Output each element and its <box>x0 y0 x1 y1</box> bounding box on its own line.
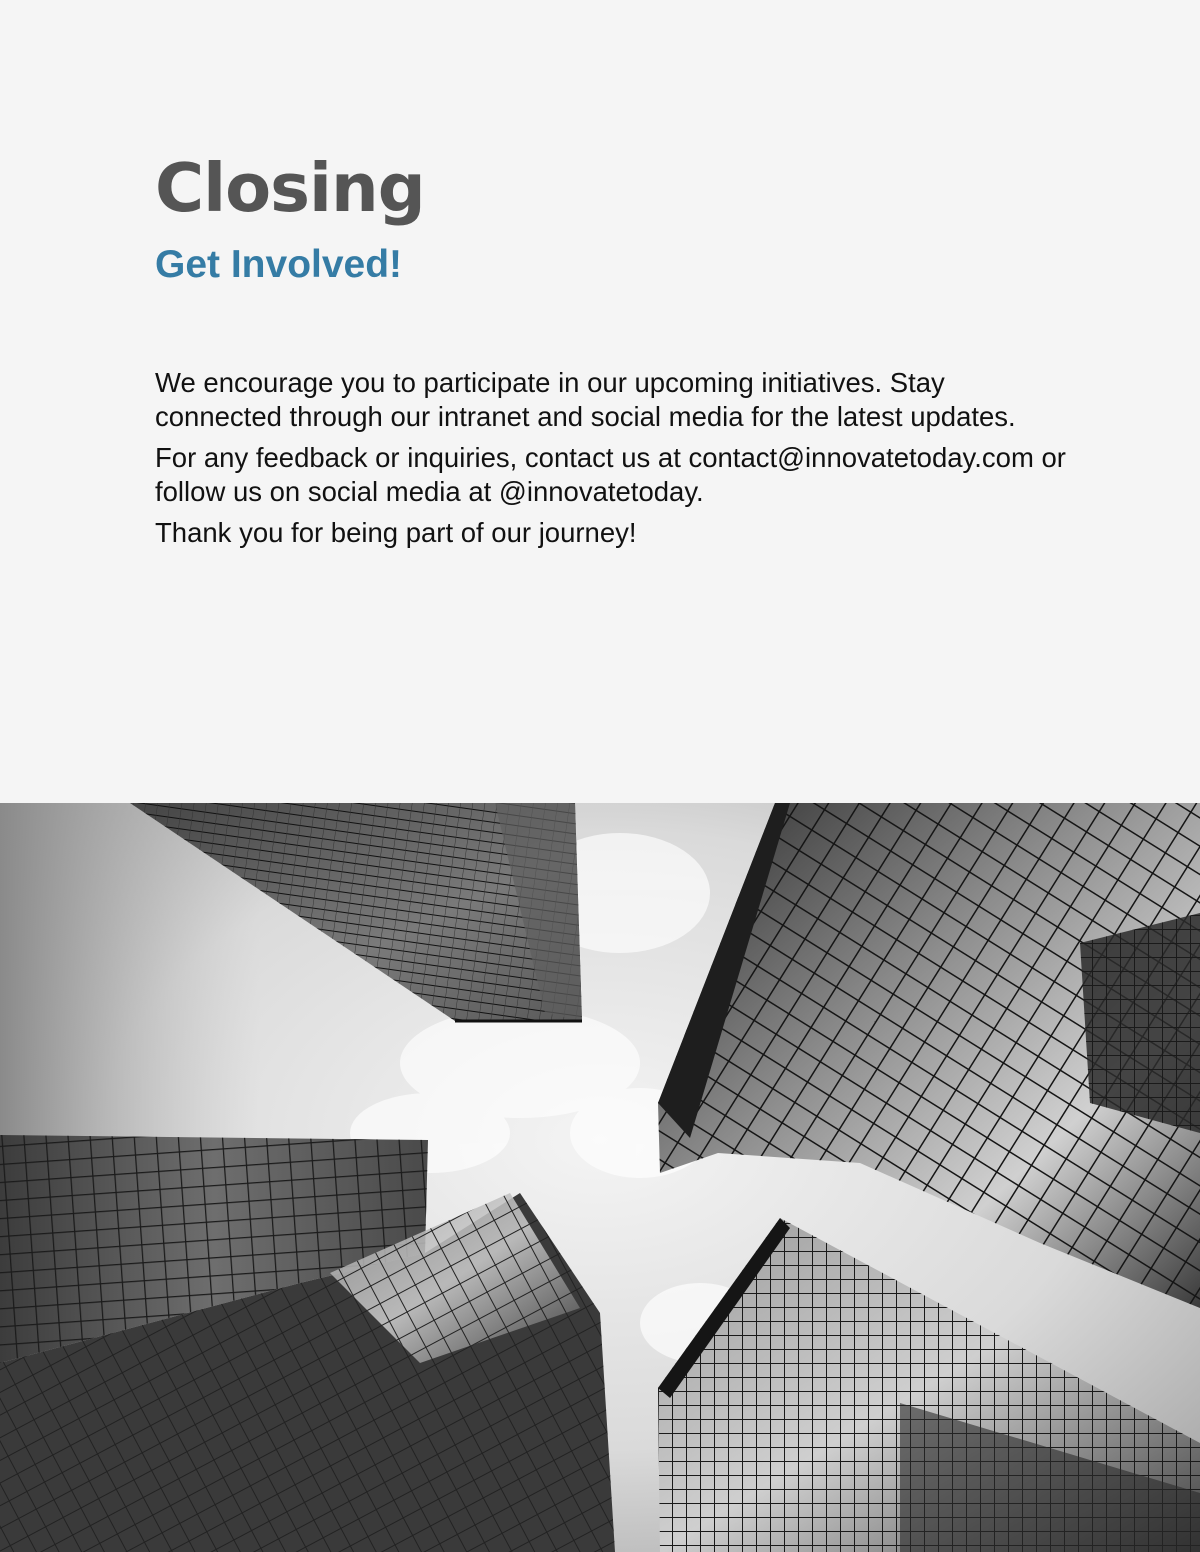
skyscrapers-photo <box>0 803 1200 1552</box>
paragraph-contact: For any feedback or inquiries, contact us at contact@innovatetoday.com or follow us on social media at @innovatetoday. <box>155 442 1066 507</box>
body-text <box>155 366 1075 550</box>
section-subtitle: Get Involved! <box>155 243 403 286</box>
paragraph-thanks: Thank you for being part of our journey! <box>155 517 637 548</box>
paragraph-participation: We encourage you to participate in our upcoming initiatives. Stay connected through our intranet and social media for the latest updates. <box>155 367 1016 432</box>
closing-section <box>155 148 1075 557</box>
page-title: Closing <box>155 149 425 227</box>
